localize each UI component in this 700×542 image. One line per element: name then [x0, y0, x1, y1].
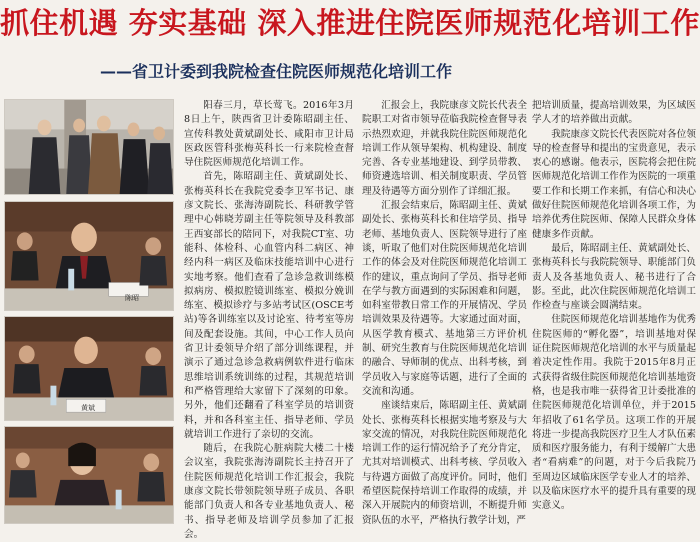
- article-column-1: [184, 99, 354, 540]
- photo-officials-touring: [4, 99, 174, 195]
- paragraph: 我院康彦文院长代表医院对各位领导的检查督导和提出的宝贵意见，表示衷心的感谢。他表示，医院将会把住院医师规范化培训工作作为医院的一项重要工作和长期工作来抓，有信心和决心做好住院医师规范化培训各项工作，为培养优秀住院医师、保障人民群众身体健康多作贡献。: [532, 128, 696, 240]
- article-column-3: [532, 99, 696, 527]
- paragraph: 汇报会结束后，陈昭副主任、黄斌副处长、张梅英科长和住培学员、指导老师、基地负责人、医院领导进行了座谈，听取了他们对住院医师规范化培训工作的体会及对住院医师规范化培训工作的建议，重点询问了学员、指导老师在学与教方面遇到的实际困难和问题，如科室带教日常工作的开展情况、学员培训效果及待遇等。大家通过面对面，从医学教育模式、基地第三方评价机制、研究生教育与住院医师规范化培训的融合、导师制的优点、出科考核，到学员收入与家庭等话题，进行了全面的交流和沟通。: [362, 200, 527, 397]
- article-subheadline: ——省卫计委到我院检查住院医师规范化培训工作: [100, 62, 453, 81]
- paragraph: 座谈结束后，陈昭副主任、黄斌副处长、张梅英科长根据实地考察及与大家交流的情况，对我院住院医师规范化培训工作的运行情况给予了充分肯定，尤其对培训模式、出科考核、学员收入与待遇方面做了高度评价。同时，他们希望医院保持培训工作取得的成绩，并深入开展院内的师资培训，不断提升师资队伍的水平，严格执行教学计划，严: [362, 400, 527, 526]
- paragraph: 阳春三月，草长莺飞。2016年3月8日上午，陕西省卫计委陈昭副主任、宣传科教处黄斌副处长、咸阳市卫计局医政医管科张梅英科长一行来院检查督导住院医师规范化培训工作。: [184, 100, 354, 169]
- photo-speaker-huang: [4, 316, 174, 421]
- paragraph: 随后，在我院心脏病院大楼二十楼会议室，我院张海涛副院长主持召开了住院医师规范化培训工作汇报会，我院康彦文院长带领院领导班子成员、各职能部门负责人和各专业基地负责人、秘书、指导老师及培训学员参加了汇报会。: [184, 443, 354, 540]
- article-column-2: [362, 99, 527, 527]
- paragraph: 首先，陈昭副主任、黄斌副处长、张梅英科长在我院党委李卫军书记、康彦文院长、张海涛副院长、科研教学管理中心韩晓芳副主任等院领导及科教部王西宴部长的陪同下，对我院CT室、功能科、体检科、心血管内科二病区、神经内科一病区及临床技能培训中心进行实地考察。他们查看了急诊急救训练模拟病房、模拟腔镜训练室、模拟分娩训练室、模拟诊疗与多站考试区(OSCE考站)等各训练室以及讨论室、待考室等房间及配套设施。其间，中心工作人员向省卫计委领导介绍了部分训练课程，并演示了通过急诊急救病例软件进行临床思维培训系统训练的过程，其规范培训和严格管理给大家留下了深刻的印象。另外，他们还翻看了科室学员的培训资料，并和各科室主任、指导老师、学员就培训工作进行了亲切的交流。: [184, 171, 354, 440]
- nameplate-label: 陈昭: [125, 294, 139, 302]
- photo-speaker-chen: [4, 201, 174, 311]
- paragraph: 汇报会上，我院康彦文院长代表全院职工对省市领导莅临我院检查督导表示热烈欢迎，并就我院住院医师规范化培训工作从领导架构、机构建设、制度完善、各专业基地建设、到学员带教、师资遴选培训、相关制度职责、学员管理及待遇等方面分别作了详细汇报。: [362, 100, 527, 197]
- nameplate-label: 黄斌: [81, 404, 95, 412]
- paragraph: 把培训质量，提高培训效果，为区域医学人才的培养做出贡献。: [532, 100, 696, 126]
- photo-speaker-woman: [4, 426, 174, 524]
- paragraph: 住院医师规范化培训基地作为优秀住院医师的“孵化器”，培训基地对保证住院医师规范化培训的水平与质量起着决定性作用。我院于2015年8月正式获得省级住院医师规范化培训基地资格，也是我市唯一获得省卫计委批准的住院医师规范化培训单位，并于2015年招收了61名学员。这项工作的开展将进一步提高我院医疗卫生人才队伍素质和医疗服务能力，有利于缓解广大患者“看病难”的问题，对于今后我院乃至周边区域临床医学专业人才的培养、以及临床医疗水平的提升具有重要的现实意义。: [532, 314, 696, 512]
- article-headline: 抓住机遇 夯实基础 深入推进住院医师规范化培训工作: [0, 6, 700, 40]
- paragraph: 最后，陈昭副主任、黄斌副处长、张梅英科长与我院院领导、职能部门负责人及各基地负责人、秘书进行了合影。至此，此次住院医师规范化培训工作检查与座谈会圆满结束。: [532, 242, 696, 312]
